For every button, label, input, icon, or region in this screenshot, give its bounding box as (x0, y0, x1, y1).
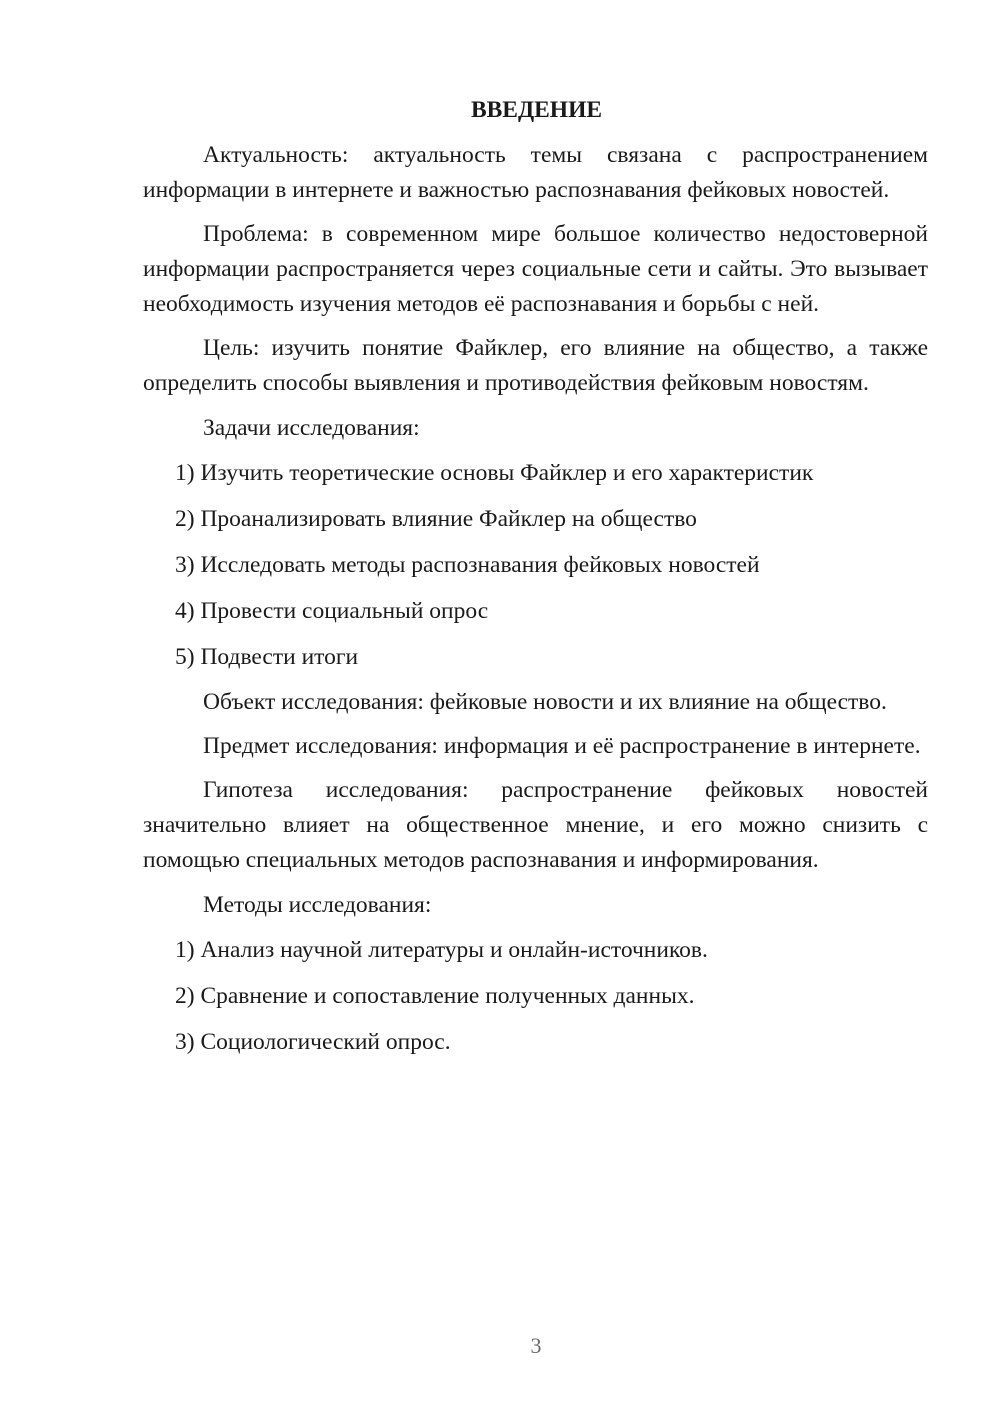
tasks-heading: Задачи исследования: (203, 415, 420, 441)
method-item: 1) Анализ научной литературы и онлайн-источников. (175, 937, 708, 963)
task-item: 2) Проанализировать влияние Файклер на общество (175, 506, 697, 532)
object-paragraph: Объект исследования: фейковые новости и их влияние на общество. (203, 689, 887, 715)
page-content (143, 92, 928, 1070)
task-item: 4) Провести социальный опрос (175, 598, 489, 624)
methods-list (143, 932, 928, 1060)
section-title: ВВЕДЕНИЕ (470, 97, 603, 123)
tasks-list (143, 455, 928, 675)
page-number: 3 (530, 1333, 542, 1358)
task-item: 1) Изучить теоретические основы Файклер и его характеристик (175, 460, 814, 486)
hypothesis-paragraph: Гипотеза исследования: распространение фейковых новостей значительно влияет на общественное мнение, и его можно снизить с помощью специальных методов распознавания и информирования. (143, 777, 928, 873)
subject-paragraph: Предмет исследования: информация и её распространение в интернете. (203, 733, 921, 759)
task-item: 5) Подвести итоги (175, 644, 359, 670)
problem-paragraph: Проблема: в современном мире большое количество недостоверной информации распространяется через социальные сети и сайты. Это вызывает необходимость изучения методов её распознавания и борьбы с ней. (143, 221, 928, 317)
task-item: 3) Исследовать методы распознавания фейковых новостей (175, 552, 760, 578)
methods-heading: Методы исследования: (203, 892, 432, 918)
relevance-paragraph: Актуальность: актуальность темы связана с распространением информации в интернете и важностью распознавания фейковых новостей. (143, 142, 928, 203)
method-item: 3) Социологический опрос. (175, 1029, 451, 1055)
method-item: 2) Сравнение и сопоставление полученных данных. (175, 983, 695, 1009)
goal-paragraph: Цель: изучить понятие Файклер, его влияние на общество, а также определить способы выявления и противодействия фейковым новостям. (143, 335, 928, 396)
